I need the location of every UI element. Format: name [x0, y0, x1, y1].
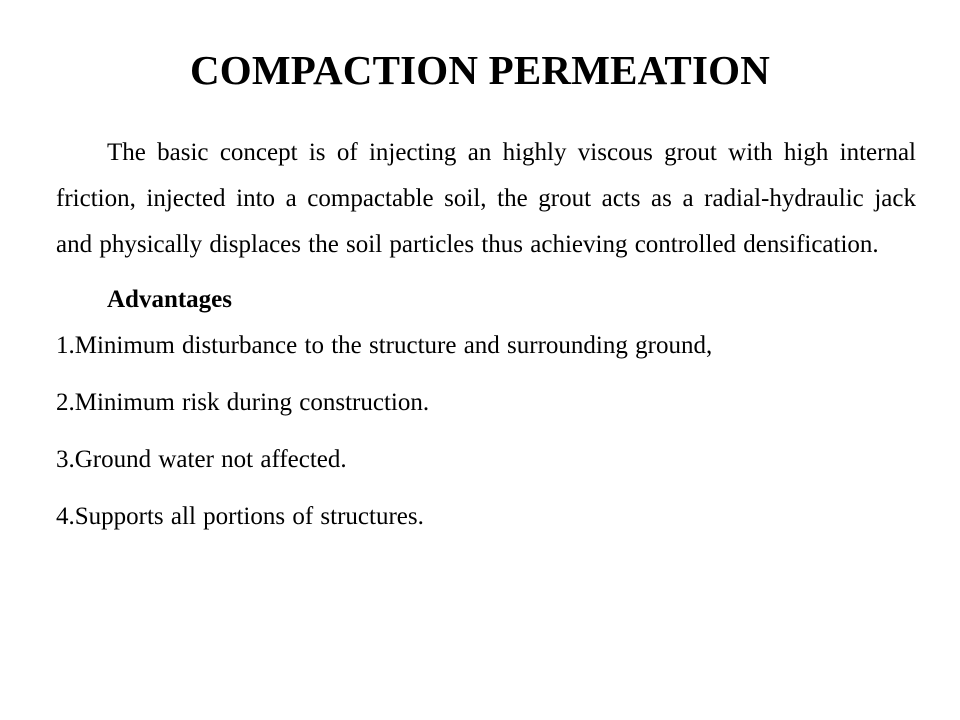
advantages-heading: Advantages	[107, 286, 233, 313]
advantages-list	[56, 323, 916, 540]
slide-title: COMPACTION PERMEATION	[189, 47, 771, 93]
list-item: 3.Ground water not affected.	[56, 446, 347, 473]
list-item: 2.Minimum risk during construction.	[56, 389, 430, 416]
intro-paragraph: The basic concept is of injecting an highly viscous grout with high internal friction, injected into a compactable soil, the grout acts as a radial-hydraulic jack and physically displaces the soil particles thus achieving controlled densification.	[56, 139, 916, 258]
slide-body	[56, 130, 916, 551]
list-item: 4.Supports all portions of structures.	[56, 503, 424, 530]
list-item: 1.Minimum disturbance to the structure and surrounding ground,	[56, 332, 713, 359]
